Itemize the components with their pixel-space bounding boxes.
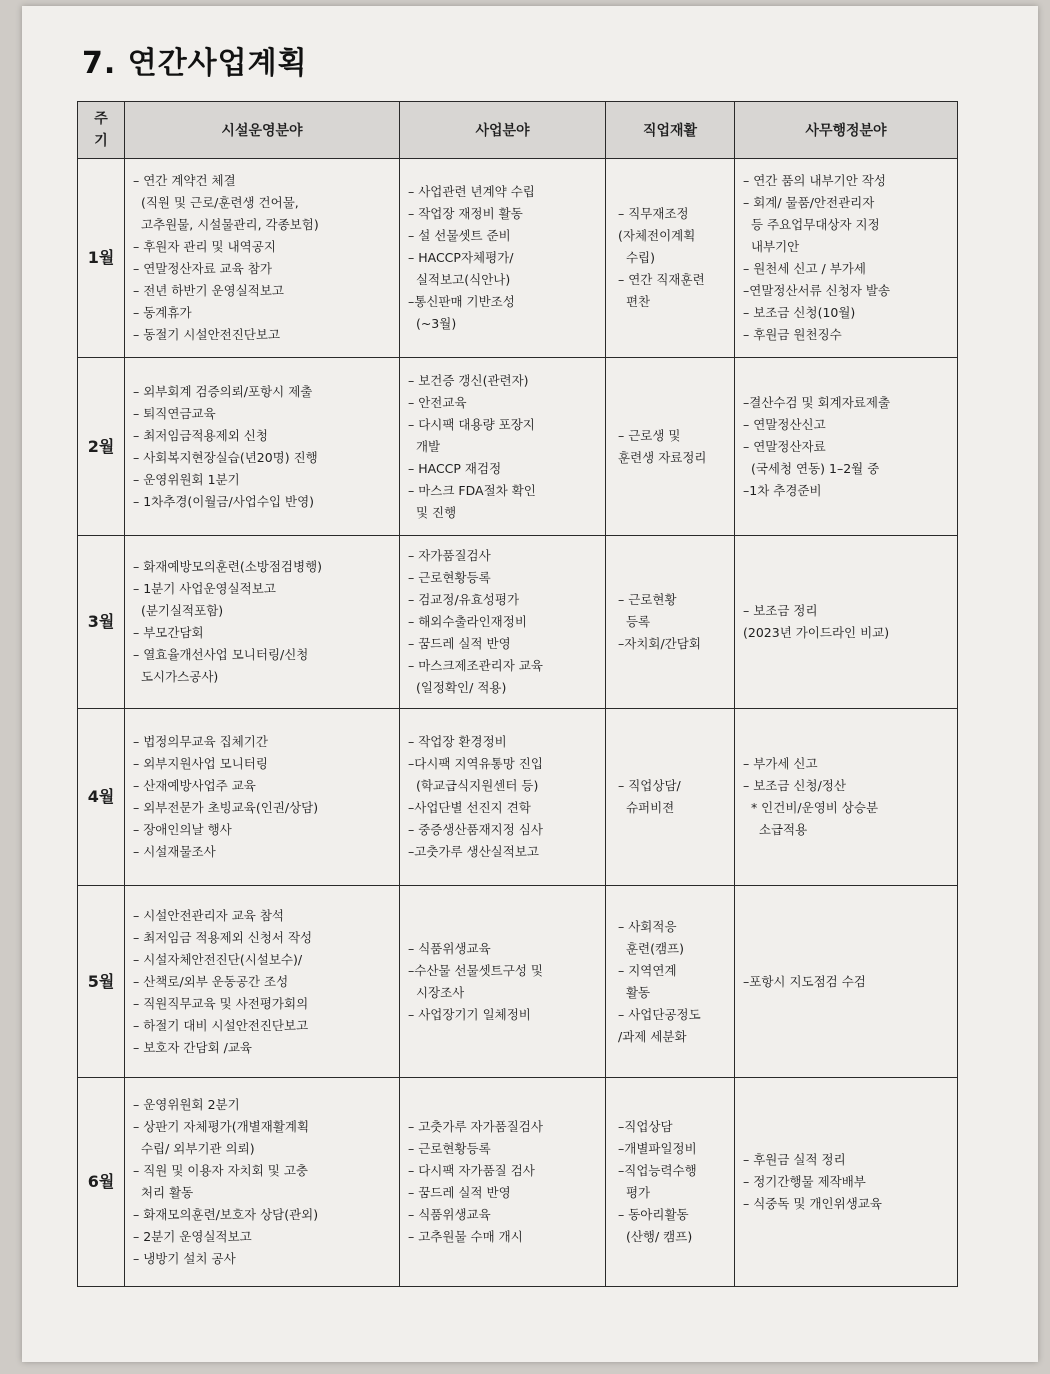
list-item: 훈련(캠프) <box>618 940 685 956</box>
business-cell <box>400 536 606 709</box>
list-item: – 후원금 실적 정리 <box>743 1152 846 1167</box>
list-item: – 작업장 환경정비 <box>408 734 507 749</box>
list-item: –연말정산서류 신청자 발송 <box>743 283 891 298</box>
vocational-list <box>614 775 726 819</box>
list-item: – 식품위생교육 <box>408 1207 491 1222</box>
list-item: – 사업단공정도 <box>618 1006 701 1022</box>
list-item: – 근로생 및 <box>618 427 681 443</box>
business-list <box>408 545 597 699</box>
list-item: – 지역연계 <box>618 962 677 978</box>
list-item: – 다시팩 대용량 포장지 <box>408 416 535 432</box>
list-item: – 보조금 정리 <box>743 603 818 618</box>
list-item: 평가 <box>618 1185 651 1200</box>
list-item: – 연간 직재훈련 <box>618 272 705 287</box>
facility-list <box>133 905 391 1059</box>
list-item: (2023년 가이드라인 비교) <box>743 625 890 640</box>
list-item: – 외부전문가 초빙교육(인권/상담) <box>133 800 319 815</box>
business-list <box>408 938 597 1026</box>
list-item: –결산수검 및 회계자료제출 <box>743 394 891 410</box>
list-item: – 연간 품의 내부기안 작성 <box>743 173 886 188</box>
list-item: – 화재모의훈련/보호자 상담(관외) <box>133 1207 319 1222</box>
list-item: – 사업관련 년계약 수립 <box>408 184 535 199</box>
list-item: – 중증생산품재지정 심사 <box>408 822 543 837</box>
list-item: – 열효율개선사업 모니터링/신청 <box>133 647 309 662</box>
list-item: – 후원금 원천징수 <box>743 327 842 342</box>
list-item: – 최저임금 적용제외 신청서 작성 <box>133 929 313 945</box>
list-item: – 마스크 FDA절차 확인 <box>408 482 536 498</box>
header-period-line2: 기 <box>94 133 108 149</box>
list-item: – 부가세 신고 <box>743 756 818 771</box>
list-item: – 연말정산자료 <box>743 438 826 454</box>
table-body <box>78 159 958 1287</box>
list-item: – 장애인의날 행사 <box>133 822 232 837</box>
table-row <box>78 886 958 1078</box>
admin-list <box>743 971 949 993</box>
list-item: – 연간 계약건 체결 <box>133 173 236 188</box>
list-item: – 동아리활동 <box>618 1207 689 1222</box>
list-item: – 직업상담/ <box>618 778 681 793</box>
list-item: (~3월) <box>408 316 457 331</box>
list-item: – 상판기 자체평가(개별재활계획 <box>133 1119 310 1134</box>
admin-cell <box>735 886 958 1078</box>
business-list <box>408 1116 597 1248</box>
list-item: – 원천세 신고 / 부가세 <box>743 261 866 276</box>
admin-list <box>743 170 949 346</box>
facility-cell <box>125 886 400 1078</box>
table-row <box>78 358 958 536</box>
list-item: – 꿈드레 실적 반영 <box>408 636 511 651</box>
business-list <box>408 370 597 524</box>
list-item: (일정확인/ 적용) <box>408 680 507 695</box>
list-item: – 운영위원회 2분기 <box>133 1097 240 1112</box>
list-item: /과제 세분화 <box>618 1028 687 1044</box>
list-item: –1차 추경준비 <box>743 482 822 498</box>
business-list <box>408 731 597 863</box>
list-item: – 검교정/유효성평가 <box>408 592 520 607</box>
facility-list <box>133 731 391 863</box>
month-cell: 5월 <box>78 886 125 1078</box>
list-item: – 자가품질검사 <box>408 548 491 563</box>
list-item: – 부모간담회 <box>133 625 204 640</box>
facility-list <box>133 170 391 346</box>
list-item: –다시팩 지역유통망 진입 <box>408 756 543 771</box>
list-item: – 사업장기기 일체정비 <box>408 1006 531 1022</box>
list-item: – 2분기 운영실적보고 <box>133 1229 252 1244</box>
list-item: – 운영위원회 1분기 <box>133 471 240 487</box>
list-item: – 설 선물셋트 준비 <box>408 228 511 243</box>
vocational-cell <box>606 886 735 1078</box>
list-item: – 전년 하반기 운영실적보고 <box>133 283 284 298</box>
facility-cell <box>125 1078 400 1287</box>
list-item: 고추원물, 시설물관리, 각종보험) <box>133 217 319 232</box>
header-business: 사업분야 <box>400 102 606 159</box>
table-header-row <box>78 102 958 159</box>
list-item: – 직원직무교육 및 사전평가회의 <box>133 995 309 1011</box>
month-cell: 6월 <box>78 1078 125 1287</box>
table-row <box>78 709 958 886</box>
list-item: – 1차추경(이월금/사업수입 반영) <box>133 493 315 509</box>
list-item: – 동계휴가 <box>133 305 192 320</box>
list-item: –직업상담 <box>618 1119 673 1134</box>
list-item: – 법정의무교육 집체기간 <box>133 734 268 749</box>
list-item: – 하절기 대비 시설안전진단보고 <box>133 1017 309 1033</box>
facility-list <box>133 556 391 688</box>
list-item: – 꿈드레 실적 반영 <box>408 1185 511 1200</box>
list-item: – 1분기 사업운영실적보고 <box>133 581 276 596</box>
list-item: –포항시 지도점검 수검 <box>743 973 866 989</box>
list-item: 실적보고(식안나) <box>408 272 511 287</box>
list-item: * 인건비/운영비 상승분 <box>743 800 879 815</box>
list-item: 도시가스공사) <box>133 669 219 684</box>
list-item: – 정기간행물 제작배부 <box>743 1174 866 1189</box>
list-item: – 다시팩 자가품질 검사 <box>408 1163 535 1178</box>
list-item: 편찬 <box>618 294 651 309</box>
vocational-list <box>614 203 726 313</box>
list-item: – 외부회계 검증의뢰/포항시 제출 <box>133 383 313 399</box>
vocational-list <box>614 916 726 1048</box>
facility-cell <box>125 159 400 358</box>
business-cell <box>400 886 606 1078</box>
list-item: 등 주요업무대상자 지정 <box>743 217 880 232</box>
header-facility: 시설운영분야 <box>125 102 400 159</box>
list-item: – 고추원물 수매 개시 <box>408 1229 523 1244</box>
vocational-cell <box>606 709 735 886</box>
admin-list <box>743 392 949 502</box>
vocational-cell <box>606 358 735 536</box>
list-item: –수산물 선물셋트구성 및 <box>408 962 543 978</box>
admin-cell <box>735 1078 958 1287</box>
list-item: 시장조사 <box>408 984 465 1000</box>
list-item: – 직무재조정 <box>618 206 689 221</box>
list-item: – 산재예방사업주 교육 <box>133 778 256 793</box>
list-item: – 시설자체안전진단(시설보수)/ <box>133 951 303 967</box>
vocational-cell <box>606 1078 735 1287</box>
list-item: (분기실적포함) <box>133 603 224 618</box>
business-cell <box>400 709 606 886</box>
list-item: 수립/ 외부기관 의뢰) <box>133 1141 255 1156</box>
list-item: – 최저임금적용제외 신청 <box>133 427 268 443</box>
table-row <box>78 536 958 709</box>
list-item: – 근로현황등록 <box>408 570 491 585</box>
list-item: – 근로현황 <box>618 592 677 607</box>
annual-plan-table <box>77 101 958 1287</box>
list-item: 훈련생 자료정리 <box>618 449 707 465</box>
list-item: 개발 <box>408 438 441 454</box>
month-cell: 2월 <box>78 358 125 536</box>
vocational-list <box>614 425 726 469</box>
list-item: 수립) <box>618 250 655 265</box>
list-item: – 연말정산자료 교육 참가 <box>133 261 272 276</box>
admin-cell <box>735 709 958 886</box>
admin-cell <box>735 159 958 358</box>
header-period-line1: 주 <box>94 111 108 127</box>
vocational-cell <box>606 159 735 358</box>
document-page <box>22 6 1038 1362</box>
list-item: (자체전이계획 <box>618 228 696 243</box>
admin-list <box>743 600 949 644</box>
header-vocational: 직업재활 <box>606 102 735 159</box>
business-cell <box>400 159 606 358</box>
list-item: (학교급식지원센터 등) <box>408 778 539 793</box>
list-item: – 퇴직연금교육 <box>133 405 216 421</box>
list-item: – 후원자 관리 및 내역공지 <box>133 239 276 254</box>
month-cell: 4월 <box>78 709 125 886</box>
list-item: – 식품위생교육 <box>408 940 491 956</box>
list-item: – 마스크제조관리자 교육 <box>408 658 543 673</box>
list-item: – 보호자 간담회 /교육 <box>133 1039 252 1055</box>
list-item: – 보건증 갱신(관련자) <box>408 372 529 388</box>
list-item: 활동 <box>618 984 651 1000</box>
list-item: (직원 및 근로/훈련생 건어물, <box>133 195 299 210</box>
list-item: 슈퍼비젼 <box>618 800 675 815</box>
list-item: – 냉방기 설치 공사 <box>133 1251 236 1266</box>
admin-cell <box>735 536 958 709</box>
list-item: – 해외수출라인재정비 <box>408 614 527 629</box>
month-cell: 1월 <box>78 159 125 358</box>
list-item: – 작업장 재정비 활동 <box>408 206 523 221</box>
list-item: – 연말정산신고 <box>743 416 826 432</box>
business-cell <box>400 358 606 536</box>
list-item: 처리 활동 <box>133 1185 194 1200</box>
list-item: – HACCP 재검정 <box>408 460 502 476</box>
list-item: – HACCP자체평가/ <box>408 250 514 265</box>
list-item: – 보조금 신청(10월) <box>743 305 856 320</box>
list-item: 등록 <box>618 614 651 629</box>
list-item: – 외부지원사업 모니터링 <box>133 756 268 771</box>
list-item: (국세청 연동) 1–2월 중 <box>743 460 880 476</box>
business-cell <box>400 1078 606 1287</box>
list-item: (산행/ 캠프) <box>618 1229 693 1244</box>
list-item: – 고춧가루 자가품질검사 <box>408 1119 543 1134</box>
list-item: – 식중독 및 개인위생교육 <box>743 1196 882 1211</box>
header-period <box>78 102 125 159</box>
facility-cell <box>125 536 400 709</box>
vocational-list <box>614 589 726 655</box>
list-item: – 안전교육 <box>408 394 467 410</box>
list-item: –개별파일정비 <box>618 1141 697 1156</box>
vocational-list <box>614 1116 726 1248</box>
facility-list <box>133 1094 391 1270</box>
list-item: 및 진행 <box>408 504 457 520</box>
list-item: – 사회적응 <box>618 918 677 934</box>
list-item: – 화재예방모의훈련(소방점검병행) <box>133 559 323 574</box>
list-item: 소급적용 <box>743 822 808 837</box>
vocational-cell <box>606 536 735 709</box>
month-cell: 3월 <box>78 536 125 709</box>
list-item: – 회계/ 물품/안전관리자 <box>743 195 875 210</box>
list-item: – 시설안전관리자 교육 참석 <box>133 907 284 923</box>
list-item: –자치회/간담회 <box>618 636 701 651</box>
facility-cell <box>125 358 400 536</box>
list-item: – 산책로/외부 운동공간 조성 <box>133 973 289 989</box>
list-item: –사업단별 선진지 견학 <box>408 800 531 815</box>
admin-list <box>743 753 949 841</box>
admin-list <box>743 1149 949 1215</box>
facility-cell <box>125 709 400 886</box>
facility-list <box>133 381 391 513</box>
list-item: – 사회복지현장실습(년20명) 진행 <box>133 449 318 465</box>
list-item: –통신판매 기반조성 <box>408 294 515 309</box>
list-item: – 보조금 신청/정산 <box>743 778 846 793</box>
page-title: 7. 연간사업계획 <box>82 46 308 81</box>
business-list <box>408 181 597 335</box>
table-row <box>78 159 958 358</box>
list-item: –고춧가루 생산실적보고 <box>408 844 539 859</box>
list-item: – 동절기 시설안전진단보고 <box>133 327 281 342</box>
list-item: – 직원 및 이용자 자치회 및 고충 <box>133 1163 308 1178</box>
table-row <box>78 1078 958 1287</box>
list-item: 내부기안 <box>743 239 800 254</box>
admin-cell <box>735 358 958 536</box>
header-admin: 사무행정분야 <box>735 102 958 159</box>
list-item: – 시설재물조사 <box>133 844 216 859</box>
list-item: –직업능력수행 <box>618 1163 697 1178</box>
list-item: – 근로현황등록 <box>408 1141 491 1156</box>
